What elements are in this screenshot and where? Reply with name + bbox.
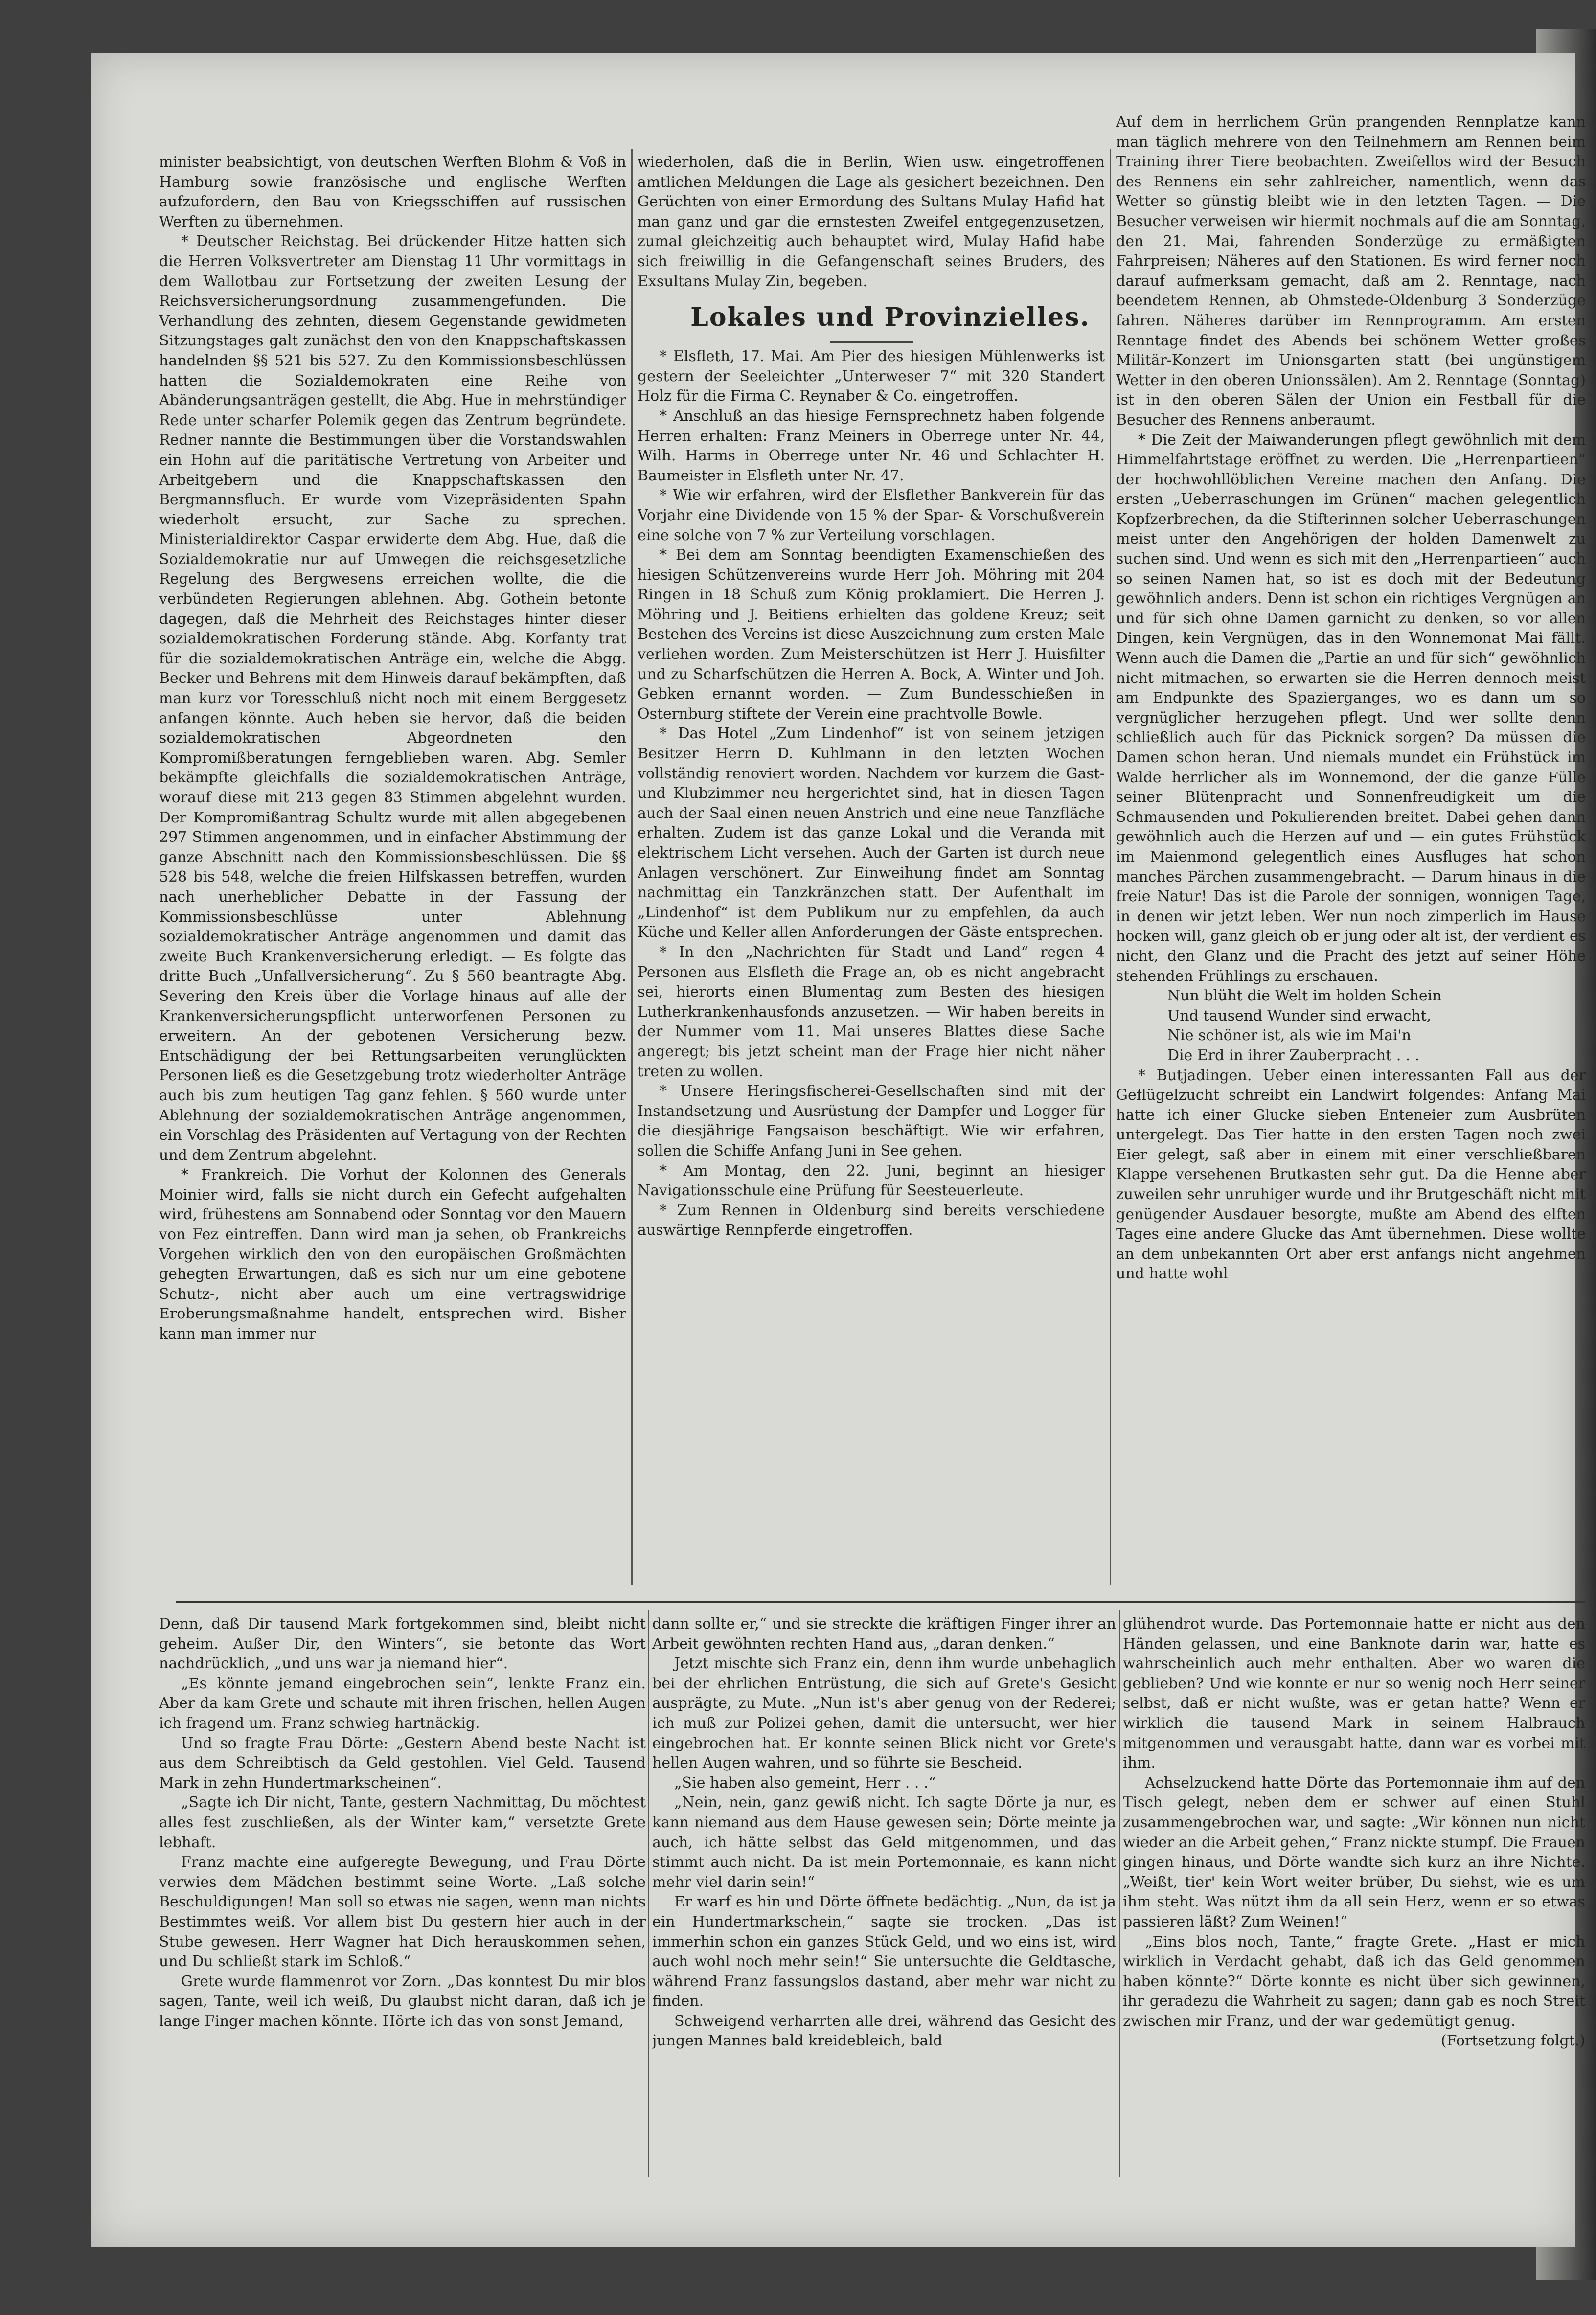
article-paragraph: * Bei dem am Sonntag beendigten Examenschießen des hiesigen Schützenvereins wurde Herr Joh. Möhring mit 204 Ringen in 18 Schuß zum König proklamiert. Die Herren J. Möhring und J. Beitiens erhielten das goldene Kreuz; seit Bestehen des Vereins ist diese Auszeichnung zum ersten Male verliehen worden. Zum Meisterschützen ist Herr J. Huisfilter und zu Scharfschützen die Herren A. Bock, A. Winter und Joh. Gebken ernannt worden. — Zum Bundesschießen in Osternburg stiftete der Verein eine prachtvolle Bowle. [638,546,1105,723]
serial-column-3 [1123,1614,1585,2177]
article-paragraph: Jetzt mischte sich Franz ein, denn ihm wurde unbehaglich bei der ehrlichen Entrüstung, die sich auf Grete's Gesicht ausprägte, zu Mute. „Nun ist's aber genug von der Rederei; ich muß zur Polizei gehen, damit die untersucht, wer hier eingebrochen hat. Er konnte seinen Blick nicht vor Grete's hellen Augen wahren, und so führte sie Bescheid. [652,1655,1116,1772]
article-paragraph: „Sie haben also gemeint, Herr . . .“ [674,1774,936,1792]
article-paragraph: * Elsfleth, 17. Mai. Am Pier des hiesigen Mühlenwerks ist gestern der Seeleichter „Unterweser 7“ mit 320 Standert Holz für die Firma C. Reynaber & Co. eingetroffen. [638,348,1105,405]
poem-line: Die Erd in ihrer Zauberpracht . . . [1167,1046,1420,1064]
column-divider [631,149,633,1585]
article-paragraph: * Frankreich. Die Vorhut der Kolonnen des Generals Moinier wird, falls sie nicht durch ein Gefecht aufgehalten wird, frühestens am Sonnabend oder Sonntag vor den Mauern von Fez eintreffen. Dann wird man ja sehen, ob Frankreichs Vorgehen wirklich den von den europäischen Großmächten gehegten Erwartungen, daß es sich nur um eine gebotene Schutz-, nicht aber auch um eine vertragswidrige Eroberungsmaßnahme handelt, entsprechen wird. Bisher kann man immer nur [159,1166,626,1343]
article-paragraph: Auf dem in herrlichem Grün prangenden Rennplatze kann man täglich mehrere von den Teilnehmern am Rennen beim Training ihrer Tiere beobachten. Zweifellos wird der Besuch des Rennens ein sehr zahlreicher, namentlich, wenn das Wetter so günstig bleibt wie in den letzten Tagen. — Die Besucher verweisen wir hiermit nochmals auf die am Sonntag, den 21. Mai, fahrenden Sonderzüge zu ermäßigten Fahrpreisen; Näheres auf den Stationen. Es wird ferner noch darauf aufmerksam gemacht, daß am 2. Renntage, nach beendetem Rennen, ab Ohmstede-Oldenburg 3 Sonderzüge fahren. Näheres darüber im Rennprogramm. Am ersten Renntage findet des Abends bei schönem Wetter großes Militär-Konzert im Unionsgarten statt (bei ungünstigem Wetter in den oberen Unionssälen). Am 2. Renntage (Sonntag) ist in den oberen Sälen der Union ein Festball für die Besucher des Rennens anberaumt. [1116,113,1586,429]
article-paragraph: Er warf es hin und Dörte öffnete bedächtig. „Nun, da ist ja ein Hundertmarkschein,“ sagte sie trocken. „Das ist immerhin schon ein ganzes Stück Geld, und wo eins ist, wird auch wohl noch mehr sein!“ Sie untersuchte die Geldtasche, während Franz fassungslos dastand, aber mehr war nicht zu finden. [652,1893,1116,2010]
article-paragraph: Und so fragte Frau Dörte: „Gestern Abend beste Nacht ist aus dem Schreibtisch da Geld gestohlen. Viel Geld. Tausend Mark in zehn Hundertmarkscheinen“. [159,1734,646,1792]
article-paragraph: minister beabsichtigt, von deutschen Werften Blohm & Voß in Hamburg sowie französische und englische Werften aufzufordern, den Bau von Kriegsschiffen auf russischen Werften zu übernehmen. [159,154,626,230]
article-paragraph: dann sollte er,“ und sie streckte die kräftigen Finger ihrer an Arbeit gewöhnten rechten Hand aus, „daran denken.“ [652,1615,1116,1653]
news-column-2 [638,153,1105,1584]
article-paragraph: Schweigend verharrten alle drei, während das Gesicht des jungen Mannes bald kreidebleich, bald [652,2012,1116,2050]
article-paragraph: * Zum Rennen in Oldenburg sind bereits verschiedene auswärtige Rennpferde eingetroffen. [638,1202,1105,1239]
article-paragraph: „Es könnte jemand eingebrochen sein“, lenkte Franz ein. Aber da kam Grete und schaute mit ihren frischen, hellen Augen ich fragend um. Franz schwieg hartnäckig. [159,1675,646,1732]
poem-line: Und tausend Wunder sind erwacht, [1167,1007,1432,1024]
heading-rule [830,341,913,343]
article-paragraph: Denn, daß Dir tausend Mark fortgekommen sind, bleibt nicht geheim. Außer Dir, den Winters“, sie betonte das Wort nachdrücklich, „und uns war ja niemand hier“. [159,1615,646,1673]
article-paragraph: Grete wurde flammenrot vor Zorn. „Das konntest Du mir blos sagen, Tante, weil ich weiß, Du glaubst nicht daran, daß ich je lange Finger machen könnte. Hörte ich das von sonst Jemand, [159,1973,646,2030]
article-paragraph: * Deutscher Reichstag. Bei drückender Hitze hatten sich die Herren Volksvertreter am Dienstag 11 Uhr vormittags in dem Wallotbau zur Fortsetzung der zweiten Lesung der Reichsversicherungsordnung zusammengefunden. Die Verhandlung des zehnten, diesem Gegenstande gewidmeten Sitzungstages galt zunächst den von den Knappschaftskassen handelnden §§ 521 bis 527. Zu den Kommissionsbeschlüssen hatten die Sozialdemokraten eine Reihe von Abänderungsanträgen gestellt, die Abg. Hue in mehrstündiger Rede unter scharfer Polemik gegen das Zentrum begründete. Redner nannte die Bestimmungen über die Vorstandswahlen ein Hohn auf die paritätische Vertretung von Arbeiter und Arbeitgebern und die Knappschaftskassen den Bergmannsfluch. Er wurde vom Vizepräsidenten Spahn wiederholt ersucht, zur Sache zu sprechen. Ministerialdirektor Caspar erwiderte dem Abg. Hue, daß die Sozialdemokratie nur auf Umwegen die reichsgesetzliche Regelung des Bergwesens erreichen wollte, die die verbündeten Regierungen ablehnen. Abg. Gothein betonte dagegen, daß die Mehrheit des Reichstages hinter dieser sozialdemokratischen Forderung stände. Abg. Korfanty trat für die sozialdemokratischen Anträge ein, welche die Abgg. Becker und Behrens mit dem Hinweis darauf bekämpften, daß man kurz vor Toresschluß nicht noch mit einem Berggesetz anfangen könnte. Auch heben sie hervor, daß die beiden sozialdemokratischen Abgeordneten den Kompromißberatungen ferngeblieben waren. Abg. Semler bekämpfte gleichfalls die sozialdemokratischen Anträge, worauf diese mit 213 gegen 83 Stimmen abgelehnt wurden. Der Kompromißantrag Schultz wurde mit allen abgegebenen 297 Stimmen angenommen, und in einfacher Abstimmung der ganze Abschnitt nach den Kommissionsbeschlüssen. Die §§ 528 bis 548, welche die freien Hilfskassen betreffen, wurden nach unerheblicher Debatte in der Fassung der Kommissionsbeschlüsse unter Ablehnung sozialdemokratischer Anträge angenommen und damit das zweite Buch Krankenversicherung erledigt. — Es folgte das dritte Buch „Unfallversicherung“. Zu § 560 beantragte Abg. Severing den Kreis über die Vorlage hinaus auf alle der Krankenversicherungspflicht unterworfenen Personen zu erweitern. An der gebotenen Versicherung bezw. Entschädigung der bei Rettungsarbeiten verunglückten Personen ließ es die Gesetzgebung trotz wiederholter Anträge auch bis zum heutigen Tag ganz fehlen. § 560 wurde unter Ablehnung der sozialdemokratischen Anträge angenommen, ein Vorschlag des Präsidenten auf Vertagung von der Rechten und dem Zentrum abgelehnt. [159,233,626,1164]
article-paragraph: „Sagte ich Dir nicht, Tante, gestern Nachmittag, Du möchtest alles fest zuschließen, als der Winter kam,“ versetzte Grete lebhaft. [159,1794,646,1851]
news-column-3 [1116,113,1586,1580]
article-paragraph: * Butjadingen. Ueber einen interessanten Fall aus der Geflügelzucht schreibt ein Landwirt folgendes: Anfang Mai hatte ich einer Glucke sieben Enteneier zum Ausbrüten untergelegt. Das Tier hatte in den ersten Tagen noch zwei Eier gelegt, saß aber in einem mit einer verschließbaren Klappe versehenen Brutkasten sehr gut. Da die Henne aber zuweilen sehr unruhiger wurde und ihr Brutgeschäft nicht mit genügender Ausdauer besorgte, mußte am Abend des elften Tages eine andere Glucke das Amt übernehmen. Diese wollte an dem unbekannten Ort aber erst anfangs nicht angehmen und hatte wohl [1116,1067,1586,1283]
article-paragraph: glühendrot wurde. Das Portemonnaie hatte er nicht aus den Händen gelassen, und eine Banknote darin war, hatte es wahrscheinlich auch mehr enthalten. Aber wo waren die geblieben? Und wie konnte er nur so wenig noch Herr seiner selbst, daß er nicht wußte, was er getan hatte? Wenn er wirklich die tausend Mark in seinem Halbrauch mitgenommen und verausgabt hatte, dann war es vorbei mit ihm. [1123,1615,1585,1772]
article-paragraph: * Die Zeit der Maiwanderungen pflegt gewöhnlich mit dem Himmelfahrtstage eröffnet zu werden. Die „Herrenpartieen“ der hochwohllöblichen Vereine machen den Anfang. Die ersten „Ueberraschungen im Grünen“ machen gelegentlich Kopfzerbrechen, da die Stifterinnen solcher Ueberraschungen meist unter den Angehörigen der holden Damenwelt zu suchen sind. Und wenn es sich mit den „Herrenpartieen“ auch so seinen Namen hat, so ist es doch mit der Bedeutung gewöhnlich anders. Denn ist schon ein richtiges Vergnügen an und für sich ohne Damen garnicht zu denken, so vor allen Dingen, kein Vergnügen, das in den Wonnemonat Mai fällt. Wenn auch die Damen die „Partie an und für sich“ gewöhnlich nicht mitmachen, so erwarten sie die Herren dennoch meist am Endpunkte des Spazierganges, wo es dann um so vergnüglicher herzugehen pflegt. Und wer sollte denn schließlich auch für das Picknick sorgen? Da müssen die Damen schon heran. Und niemals mundet ein Frühstück im Walde herrlicher als im Wonnemond, der die ganze Fülle seiner Blütenpracht und Sonnenfreudigkeit um die Schmausenden und Pokulierenden breitet. Dabei gehen dann gewöhnlich auch die Herzen auf und — ein gutes Frühstück im Maienmond gelegentlich eines Ausfluges hat schon manches Pärchen zusammengebracht. — Darum hinaus in die freie Natur! Das ist die Parole der sonnigen, wonnigen Tage, in denen wir jetzt leben. Wer nun noch zimperlich im Hause hocken will, ganz gleich ob er jung oder alt ist, der verdient es nicht, den Glanz und die Pracht des jetzt auf seiner Höhe stehenden Frühlings zu erschauen. [1116,431,1586,985]
article-paragraph: * In den „Nachrichten für Stadt und Land“ regen 4 Personen aus Elsfleth die Frage an, ob es nicht angebracht sei, hierorts einen Blumentag zum Besten des hiesigen Lutherkrankenhausfonds anzusetzen. — Wir haben bereits in der Nummer vom 11. Mai unseres Blattes diese Sache angeregt; bis jetzt scheint man der Frage hier nicht näher treten zu wollen. [638,943,1105,1080]
continuation-note: (Fortsetzung folgt.) [1441,2032,1585,2050]
article-paragraph: Achselzuckend hatte Dörte das Portemonnaie ihm auf den Tisch gelegt, neben dem er schwer auf einen Stuhl zusammengebrochen war, und sagte: „Wir können nun nicht wieder an die Arbeit gehen,“ Franz nickte stumpf. Die Frauen gingen hinaus, und Dörte wandte sich kurz an ihre Nichte. „Weißt, tier' kein Wort weiter brüber, Du siehst, wie es um ihm steht. Was nützt ihm da all sein Herz, wenn er so etwas passieren läßt? Zum Weinen!“ [1123,1774,1585,1930]
article-paragraph: * Das Hotel „Zum Lindenhof“ ist von seinem jetzigen Besitzer Herrn D. Kuhlmann in den letzten Wochen vollständig renoviert worden. Nachdem vor kurzem die Gast- und Klubzimmer neu hergerichtet sind, hat in diesen Tagen auch der Saal einen neuen Anstrich und eine neue Tanzfläche erhalten. Zudem ist das ganze Lokal und die Veranda mit elektrischem Licht versehen. Auch der Garten ist durch neue Anlagen verschönert. Zur Einweihung findet am Sonntag nachmittag ein Tanzkränzchen statt. Der Aufenthalt im „Lindenhof“ ist dem Publikum nur zu empfehlen, da auch Küche und Keller allen Anforderungen der Gäste entsprechen. [638,725,1105,941]
serial-column-2 [652,1614,1116,2177]
feuilleton-divider [176,1601,1585,1603]
article-paragraph: „Nein, nein, ganz gewiß nicht. Ich sagte Dörte ja nur, es kann niemand aus dem Hause gewesen sein; Dörte meinte ja auch, ich hätte selbst das Geld mitgenommen, und das stimmt auch nicht. Da ist mein Portemonnaie, es kann nicht mehr viel darin sein!“ [652,1794,1116,1891]
section-heading: Lokales und Provinzielles. [690,302,1090,333]
article-paragraph: * Unsere Heringsfischerei-Gesellschaften sind mit der Instandsetzung und Ausrüstung der Dampfer und Logger für die diesjährige Fangsaison beschäftigt. Wie wir erfahren, sollen die Schiffe Anfang Juni in See gehen. [638,1083,1105,1159]
column-divider [648,1610,649,2177]
column-divider [1110,149,1111,1585]
serial-column-1 [159,1614,646,2177]
article-paragraph: * Am Montag, den 22. Juni, beginnt an hiesiger Navigationsschule eine Prüfung für Seesteuerleute. [638,1162,1105,1200]
news-column-1 [159,153,626,1584]
column-divider [1119,1610,1120,2177]
article-paragraph: Franz machte eine aufgeregte Bewegung, und Frau Dörte verwies dem Mädchen bestimmt seine Worte. „Laß solche Beschuldigungen! Man soll so etwas nie sagen, wenn man nichts Bestimmtes weiß. Vor allem bist Du gestern hier auch in der Stube gewesen. Herr Wagner hat Dich herauskommen sehen, und Du schließt stark im Schloß.“ [159,1854,646,1971]
article-paragraph: „Eins blos noch, Tante,“ fragte Grete. „Hast er mich wirklich in Verdacht gehabt, daß ich das Geld genommen haben könnte?“ Dörte konnte es nicht über sich gewinnen, ihr geradezu die Wahrheit zu sagen; dann gab es noch Streit zwischen mir Franz, und der war gedemütigt genug. [1123,1933,1585,2030]
article-paragraph: * Wie wir erfahren, wird der Elsflether Bankverein für das Vorjahr eine Dividende von 15 % der Spar- & Vorschußverein eine solche von 7 % zur Verteilung vorschlagen. [638,487,1105,544]
article-paragraph: wiederholen, daß die in Berlin, Wien usw. eingetroffenen amtlichen Meldungen die Lage als gesichert bezeichnen. Den Gerüchten von einer Ermordung des Sultans Mulay Hafid hat man ganz und gar die ernstesten Zweifel entgegenzusetzen, zumal gleichzeitig auch behauptet wird, Mulay Hafid habe sich freiwillig in die Gefangenschaft seines Bruders, des Exsultans Mulay Zin, begeben. [638,154,1105,290]
poem-line: Nie schöner ist, als wie im Mai'n [1167,1027,1412,1044]
poem-line: Nun blüht die Welt im holden Schein [1167,987,1442,1005]
article-paragraph: * Anschluß an das hiesige Fernsprechnetz haben folgende Herren erhalten: Franz Meiners in Oberrege unter Nr. 44, Wilh. Harms in Oberrege unter Nr. 46 und Schlachter H. Baumeister in Elsfleth unter Nr. 47. [638,407,1105,484]
